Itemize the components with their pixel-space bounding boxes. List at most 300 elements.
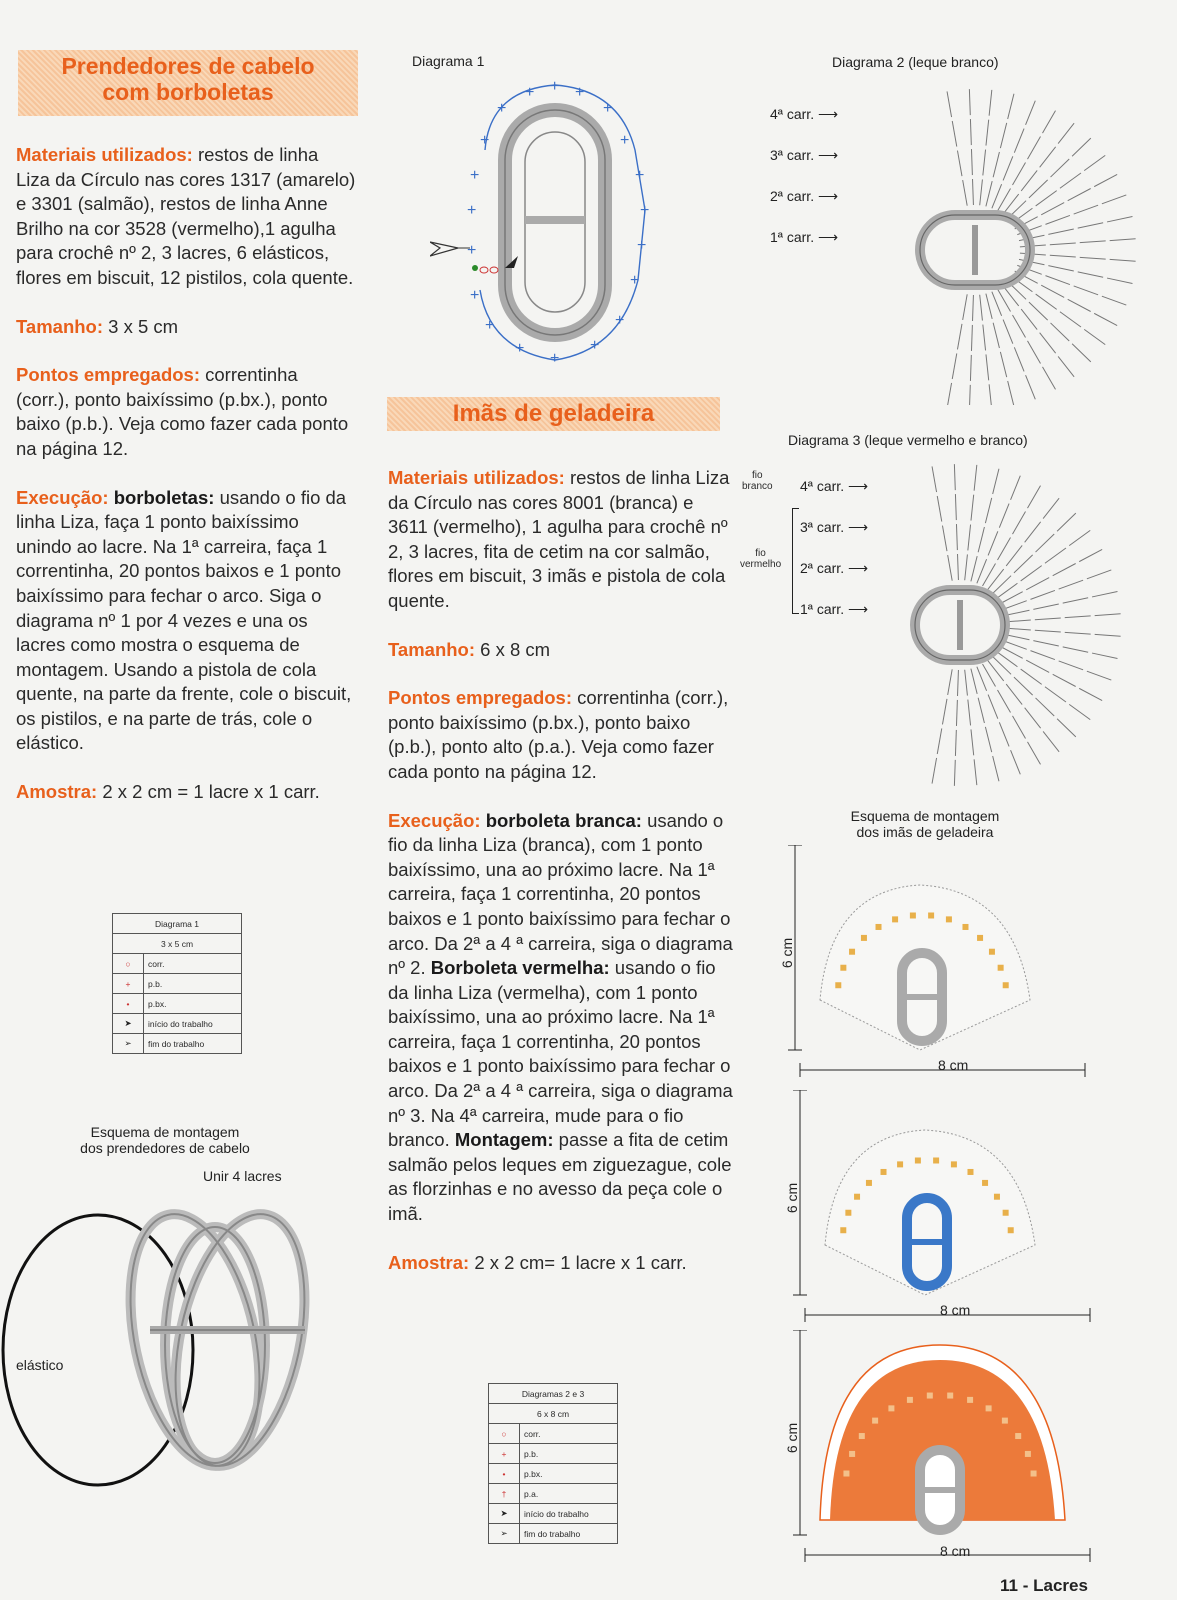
stitch-line [983,150,986,176]
left-assembly-caption [40,1124,290,1156]
ribbon-mark [928,912,934,918]
stitch-line [999,722,1009,746]
stitch-line [1040,147,1056,167]
stitch-line [974,465,977,491]
middle-sample [388,1251,733,1276]
stitch-line [955,494,956,520]
middle-title: Imãs de geladeira [452,400,655,427]
legend-row [113,1014,242,1034]
ribbon-mark [1015,1433,1021,1439]
stitch-line [985,727,991,752]
ribbon-mark [866,1180,872,1186]
middle-size-label: Tamanho: [388,638,476,660]
right-assembly-caption-1: Esquema de montagem [850,808,1000,824]
legend-symbol: † [489,1484,520,1504]
row-text: 2ª carr. [800,560,845,576]
stitch-line [1033,641,1058,646]
legend-label: p.b. [144,974,242,994]
legend-symbol: • [113,994,144,1014]
legend-row [489,1444,618,1464]
stitch-line [1036,534,1055,552]
stitch-mark: + [630,272,640,289]
stitch-line [1045,276,1069,285]
left-legend-size: 3 x 5 cm [113,934,242,954]
legend-row [113,1034,242,1054]
diagram2-row-labels [770,94,838,258]
legend-symbol: ➤ [489,1504,520,1524]
stitch-mark: + [470,287,480,304]
diagram3-row-label: 1ª carr. ⟶ [800,601,869,617]
left-execution-label: Execução: [16,486,109,508]
legend-symbol: + [489,1444,520,1464]
stitch-line [1013,512,1026,535]
stitch-line [1045,548,1066,563]
legend-label: p.b. [520,1444,618,1464]
fio-vermelho-label [740,548,781,570]
ribbon-mark [994,1194,1000,1200]
stitch-line [1029,180,1048,198]
left-sample-label: Amostra: [16,781,98,803]
legend-row [489,1484,618,1504]
ribbon-mark [1025,1451,1031,1457]
ribbon-mark [845,1210,851,1216]
stitch-line [1033,604,1058,609]
ribbon-mark [977,935,983,941]
stitch-line [1040,333,1056,353]
stitch-line [1036,294,1057,309]
diagram2-row-label: 2ª carr. ⟶ [770,188,839,204]
stitch-line [954,464,955,490]
left-title-banner [18,50,358,116]
stitch-line [1087,671,1111,680]
stitch-line [1021,669,1042,684]
stitch-line [937,728,942,754]
left-size [16,315,356,340]
magnet-2-height: 6 cm [784,1182,801,1214]
stitch-line [993,323,999,348]
stitch-line [971,149,972,175]
stitch-line [1043,367,1056,390]
stitch-line [992,184,1002,208]
stitch-line [1080,241,1106,243]
stitch-line [1045,215,1069,224]
stitch-line [1025,708,1041,728]
elastic-label: elástico [16,1357,64,1373]
stitch-line [1094,313,1117,325]
legend-label: p.a. [520,1484,618,1504]
stitch-line [1110,239,1136,241]
diagram2-label: Diagrama 2 (leque branco) [832,54,999,70]
middle-materials-label: Materiais utilizados: [388,467,565,488]
legend-row [113,994,242,1014]
ribbon-mark [849,949,855,955]
legend-row [489,1464,618,1484]
stitch-line [1041,203,1064,215]
ribbon-mark [888,1405,894,1411]
stitch-line [1059,580,1083,589]
middle-stitches [388,686,733,784]
stitch-line [1043,111,1056,134]
magnet-1-height: 6 cm [779,937,796,969]
stitch-line [963,180,968,206]
legend-row [489,1424,618,1444]
stitch-line [989,384,992,405]
stitch-line [1068,299,1091,311]
left-stitches-text: correntinha (corr.), ponto baixíssimo (p.bx.), ponto baixo (p.b.). Veja como fazer cada ponto na página 12. [16,364,349,459]
diagram3-row-label: 3ª carr. ⟶ [800,519,869,535]
stitch-line [1011,750,1021,774]
stitch-line [957,151,962,177]
stitch-line [1036,698,1055,716]
ribbon-mark [1003,1210,1009,1216]
left-execution-text: usando o fio da linha Liza, faça 1 ponto baixíssimo unindo ao lacre. Na 1ª carreira, faça 1 correntinha, 20 pontos baixos e 1 ponto baixíssimo para fechar o arco. Siga o diagrama nº 1 por 4 vezes e una os lacres como mostra o esquema de montagem. Usando a pistola de cola quente, na parte da frente, cole o biscuit, os pistilos, e na parte de trás, cole o elástico. [16,486,352,754]
stitch-line [968,700,971,726]
stitch-line [1074,286,1098,295]
stitch-line [1079,688,1102,700]
ribbon-mark [881,1169,887,1175]
stitch-line [1013,315,1026,338]
stitch-line [993,756,999,781]
stitch-line [988,531,998,555]
ribbon-mark [843,1471,849,1477]
ribbon-mark [854,1194,860,1200]
stitch-line [1043,731,1059,751]
stitch-mark: + [485,317,495,334]
diagram3-row-label: 4ª carr. ⟶ [800,478,869,494]
left-materials-label: Materiais utilizados: [16,144,193,165]
stitch-line [1035,618,1061,620]
ribbon-mark [872,1418,878,1424]
stitch-line [977,559,987,583]
stitch-line [1030,651,1054,660]
stitch-line [1107,217,1132,222]
legend-symbol: ○ [489,1424,520,1444]
stitch-line [971,669,977,694]
row-text: 3ª carr. [800,519,845,535]
stitch-line [1028,341,1041,364]
stitch-mark: + [640,202,650,219]
middle-materials-text: restos de linha Liza da Círculo nas cores 8001 (branca) e 3611 (vermelho), 1 agulha para crochê nº 2, 3 lacres, fita de cetim na cor salmão, flores em biscuit, 3 imãs e pistola de cola quente. [388,467,730,611]
stitch-line [1014,129,1024,153]
stitch-line [1048,266,1073,271]
legend-symbol: ➢ [489,1524,520,1544]
stitch-line [998,690,1011,713]
stitch-mark: + [470,167,480,184]
ribbon-mark [840,965,846,971]
fio-branco-label [742,470,773,492]
stitch-line [1014,677,1033,695]
stitch-line [1043,498,1059,518]
stitch-line [956,700,957,726]
ribbon-mark [927,1393,933,1399]
stitch-line [989,90,992,116]
left-execution-bold: borboletas: [113,486,215,508]
stitch-line [965,670,968,696]
stitch-line [1026,578,1049,590]
stitch-line [1030,590,1054,599]
ribbon-mark [951,1161,957,1167]
stitch-line [973,295,974,321]
stitch-line [977,667,987,691]
stitch-line [952,121,957,147]
stitch-line [1058,123,1074,143]
magnet-2-width: 8 cm [940,1302,971,1318]
stitch-line [1006,545,1022,565]
legend-symbol: + [113,974,144,994]
stitch-line [988,695,998,719]
ribbon-mark [989,949,995,955]
stitch-line [1008,381,1014,405]
ribbon-mark [962,924,968,930]
middle-legend [488,1383,618,1544]
stitch-line [1000,352,1006,377]
diagram3-row-labels [800,466,868,630]
stitch-line [971,729,974,755]
left-stitches [16,363,356,461]
middle-title-banner [387,397,720,431]
ribbon-mark [1002,1418,1008,1424]
stitch-mark: + [637,237,647,254]
stitch-line [947,91,952,117]
stitch-line [1074,205,1098,214]
left-size-text: 3 x 5 cm [108,315,179,337]
ribbon-mark [967,1169,973,1175]
row-text: 4ª carr. [800,478,845,494]
left-execution [16,486,356,757]
diagram2-row-label: 4ª carr. ⟶ [770,106,839,122]
left-materials [16,143,356,291]
diagram3-fan-chart [895,450,1145,790]
left-title-line2: com borboletas [102,78,274,105]
stitch-line [1092,653,1117,658]
left-assembly-caption-1: Esquema de montagem [90,1124,240,1140]
stitch-line [1050,255,1076,257]
mount-label: Montagem: [454,1129,554,1151]
bracket [792,508,799,614]
middle-sample-label: Amostra: [388,1251,470,1273]
middle-size-text: 6 x 8 cm [480,638,551,660]
legend-symbol: • [489,1464,520,1484]
left-stitches-label: Pontos empregados: [16,364,200,386]
ribbon-mark [859,1433,865,1439]
stitch-line [1025,522,1041,542]
stitch-line [971,325,972,351]
stitch-line [1021,170,1037,190]
stitch-line [1110,259,1136,261]
hair-clip-assembly-illustration [0,1180,370,1510]
stitch-line [968,525,971,551]
ribbon-mark [982,1180,988,1186]
stitch-line [1058,356,1074,376]
stitch-line [1063,647,1088,652]
stitch-line [957,324,962,350]
stitch-line [1000,123,1006,148]
ribbon-mark [840,1227,846,1233]
legend-label: início do trabalho [144,1014,242,1034]
stitch-line [980,179,983,205]
mount-text: passe a fita de cetim salmão pelos leques em ziguezague, cole as florzinhas e no avesso da peça cole o imã. [388,1129,732,1225]
stitch-line [1069,530,1090,545]
stitch-line [974,759,977,785]
stitch-line [992,292,1002,316]
stitch-line [947,383,952,405]
stitch-mark: + [620,132,630,149]
middle-stitches-label: Pontos empregados: [388,687,572,709]
stitch-line [1021,309,1037,329]
right-assembly-caption-2: dos imãs de geladeira [856,824,994,840]
stitch-line [970,355,971,381]
stitch-line [1021,566,1042,581]
ribbon-mark [849,1451,855,1457]
stitch-line [1045,687,1066,702]
stitch-line [1068,188,1091,200]
stitch-line [1065,616,1091,618]
stitch-line [1013,716,1026,739]
stitch-line [963,294,968,320]
stitch-line [993,469,999,494]
stitch-line [1006,684,1022,704]
stitch-line [1078,223,1103,228]
stitch-line [1072,344,1091,362]
ribbon-mark [907,1397,913,1403]
ribbon-mark [947,1393,953,1399]
stitch-line [1014,555,1033,573]
ribbon-mark [1031,1471,1037,1477]
stitch-line [1013,163,1026,186]
middle-materials [388,466,733,614]
stitch-line [955,730,956,756]
stitch-line [1048,229,1073,234]
stitch-line [970,119,971,145]
left-title-line1: Prendedores de cabelo [61,53,315,79]
left-assembly-caption-2: dos prendedores de cabelo [80,1140,250,1156]
middle-text-column [388,466,733,1299]
ribbon-mark [915,1157,921,1163]
stitch-line [1050,243,1076,245]
stitch-line [1026,101,1036,125]
diagram2-row-label: 1ª carr. ⟶ [770,229,839,245]
stitch-line [932,758,937,784]
middle-legend-size: 6 x 8 cm [489,1404,618,1424]
stitch-line [1011,476,1021,500]
legend-label: início do trabalho [520,1504,618,1524]
stitch-line [937,496,942,522]
stitch-line [969,385,970,405]
diagram2-fan-chart [870,75,1140,405]
legend-row [113,954,242,974]
stitch-line [1069,704,1090,719]
fio-branco-2: branco [742,481,773,492]
ribbon-mark [967,1397,973,1403]
middle-stitches-text: correntinha (corr.), ponto baixíssimo (p.bx.), ponto baixo (p.b.), ponto alto (p.a.). Veja como fazer cada ponto na página 12. [388,687,729,782]
page-footer [1000,1576,1088,1596]
stitch-mark: + [550,350,560,367]
white-butterfly-text: usando o fio da linha Liza (branca), com 1 ponto baixíssimo, una ao próximo lacre. Na 1ª carreira, faça 1 correntinha, 20 pontos baixos e 1 ponto baixíssimo para fechar o arco. Da 2ª a 4 ª carreira, siga o diagrama nº 2. [388,809,733,979]
stitch-line [1008,94,1014,119]
row-text: 3ª carr. [770,147,815,163]
ribbon-mark [933,1157,939,1163]
stitch-line [1092,592,1117,597]
magnet-3-width: 8 cm [940,1543,971,1559]
white-butterfly-label: borboleta branca: [485,809,642,831]
stitch-line [986,120,989,146]
stitch-line [1026,375,1036,399]
middle-size [388,638,733,663]
right-assembly-caption [820,808,1030,840]
stitch-line [1095,634,1121,636]
stitch-line [942,699,947,725]
row-text: 1ª carr. [770,229,815,245]
fio-vermelho-2: vermelho [740,559,782,570]
ribbon-mark [876,924,882,930]
legend-label: corr. [144,954,242,974]
stitch-mark: + [467,202,477,219]
left-legend-title: Diagrama 1 [113,914,242,934]
stitch-line [1051,159,1070,177]
stitch-line [1057,513,1076,531]
legend-symbol: ➤ [113,1014,144,1034]
stitch-mark: + [615,312,625,329]
stitch-mark: + [497,100,507,117]
stitch-line [1084,155,1105,170]
magnet-1-width: 8 cm [938,1057,969,1073]
stitch-line [1051,323,1070,341]
stitch-line [1102,296,1126,305]
left-size-label: Tamanho: [16,315,104,337]
stitch-line [932,466,937,492]
stitch-line [1028,486,1041,509]
middle-legend-title: Diagramas 2 e 3 [489,1384,618,1404]
stitch-line [980,295,983,321]
stitch-line [1028,137,1041,160]
stitch-line [1003,320,1013,344]
stitch-line [992,576,1011,594]
diagram3-label: Diagrama 3 (leque vermelho e branco) [788,432,1028,448]
stitch-mark: + [467,242,477,259]
diagram2-row-label: 3ª carr. ⟶ [770,147,839,163]
stitch-mark: + [525,84,535,101]
stitch-line [1065,632,1091,634]
stitch-line [986,354,989,380]
stitch-line [1060,312,1081,327]
ribbon-mark [986,1405,992,1411]
stitch-line [998,538,1011,561]
middle-execution-label: Execução: [388,809,481,831]
stitch-line [983,325,986,351]
stitch-line [1084,329,1105,344]
stitch-line [985,498,991,523]
stitch-line [1095,614,1121,616]
legend-label: p.bx. [520,1464,618,1484]
row-text: 2ª carr. [770,188,815,204]
ribbon-mark [892,916,898,922]
row-text: 1ª carr. [800,601,845,617]
stitch-mark: + [480,132,490,149]
magnet-1-illustration [780,845,1110,1085]
legend-row [113,974,242,994]
left-sample [16,780,356,805]
stitch-line [948,555,953,581]
page-number: 11 [1000,1576,1018,1595]
diagram3-row-label: 2ª carr. ⟶ [800,560,869,576]
diagram1-crochet-chart [430,70,690,370]
section-name: - Lacres [1022,1576,1088,1595]
stitch-line [971,495,974,521]
left-text-column [16,143,356,829]
stitch-line [1057,719,1076,737]
stitch-line [956,524,957,550]
middle-execution [388,809,733,1227]
